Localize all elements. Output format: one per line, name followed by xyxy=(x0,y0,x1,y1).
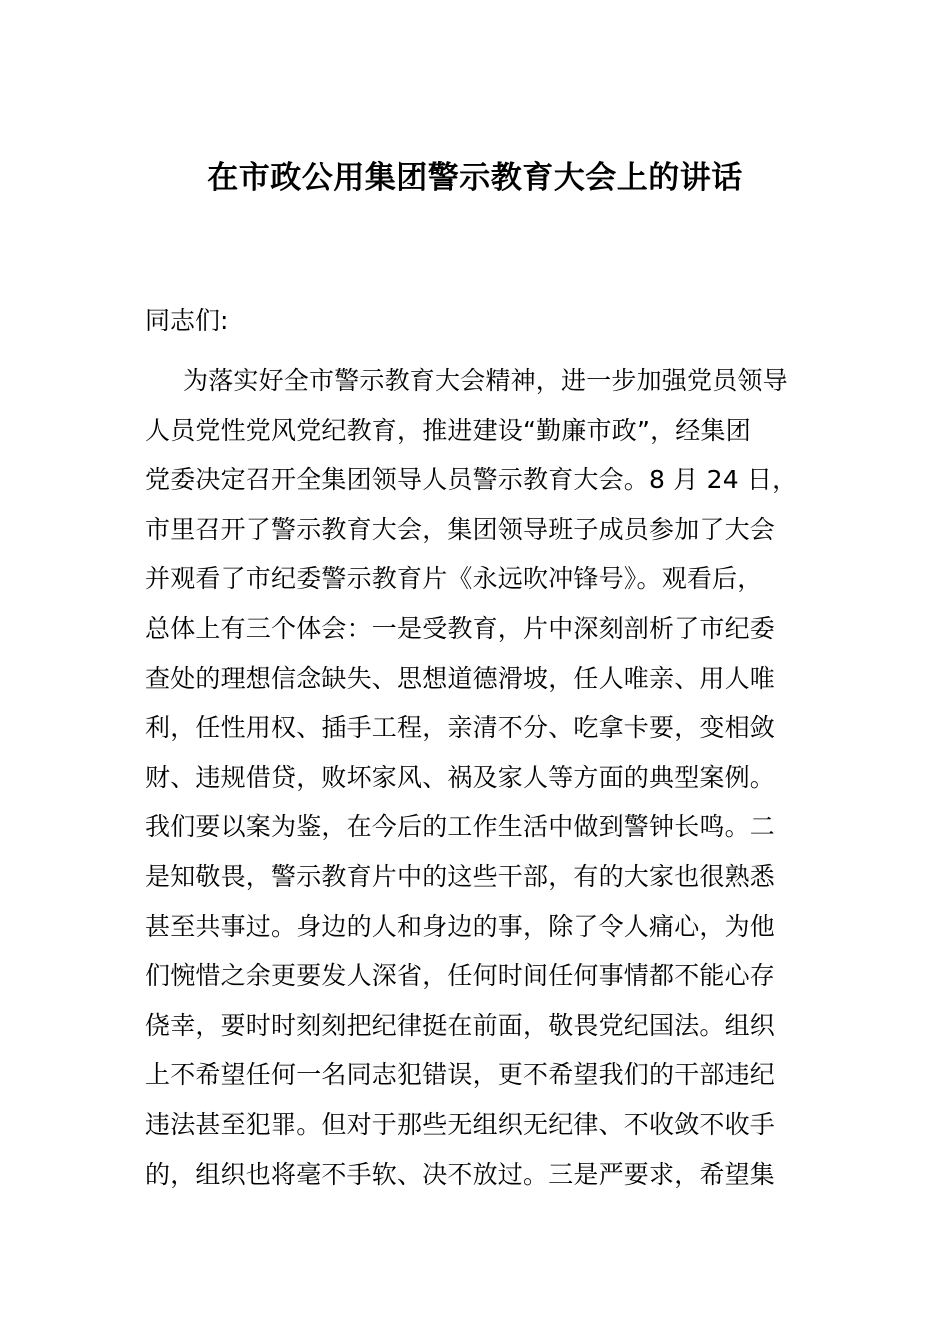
paragraph-line: 上不希望任何一名同志犯错误，更不希望我们的干部违纪 xyxy=(145,1060,776,1090)
body-paragraph xyxy=(145,356,815,1199)
paragraph-line: 总体上有三个体会：一是受教育，片中深刻剖析了市纪委 xyxy=(145,613,776,643)
paragraph-line: 的，组织也将毫不手软、决不放过。三是严要求，希望集 xyxy=(145,1159,776,1189)
paragraph-line: 违法甚至犯罪。但对于那些无组织无纪律、不收敛不收手 xyxy=(145,1109,776,1139)
paragraph-line: 我们要以案为鉴，在今后的工作生活中做到警钟长鸣。二 xyxy=(145,812,776,842)
paragraph-line: 利，任性用权、插手工程，亲清不分、吃拿卡要，变相敛 xyxy=(145,713,776,743)
paragraph-line: 并观看了市纪委警示教育片《永远吹冲锋号》。观看后， xyxy=(145,564,763,594)
document-title: 在市政公用集团警示教育大会上的讲话 xyxy=(207,160,743,196)
salutation: 同志们: xyxy=(145,306,229,335)
paragraph-line: 甚至共事过。身边的人和身边的事，除了令人痛心，为他 xyxy=(145,911,776,941)
paragraph-line: 是知敬畏，警示教育片中的这些干部，有的大家也很熟悉 xyxy=(145,861,776,891)
paragraph-line: 们惋惜之余更要发人深省，任何时间任何事情都不能心存 xyxy=(145,961,776,991)
paragraph-line: 查处的理想信念缺失、思想道德滑坡，任人唯亲、用人唯 xyxy=(145,663,776,693)
paragraph-line: 财、违规借贷，败坏家风、祸及家人等方面的典型案例。 xyxy=(145,762,776,792)
paragraph-line: 人员党性党风党纪教育，推进建设“勤廉市政”，经集团 xyxy=(145,415,751,445)
paragraph-line: 市里召开了警示教育大会，集团领导班子成员参加了大会 xyxy=(145,514,776,544)
paragraph-line: 侥幸，要时时刻刻把纪律挺在前面，敬畏党纪国法。组织 xyxy=(145,1010,776,1040)
paragraph-line: 党委决定召开全集团领导人员警示教育大会。8 月 24 日， xyxy=(145,465,798,495)
paragraph-line: 为落实好全市警示教育大会精神，进一步加强党员领导 xyxy=(183,366,788,395)
